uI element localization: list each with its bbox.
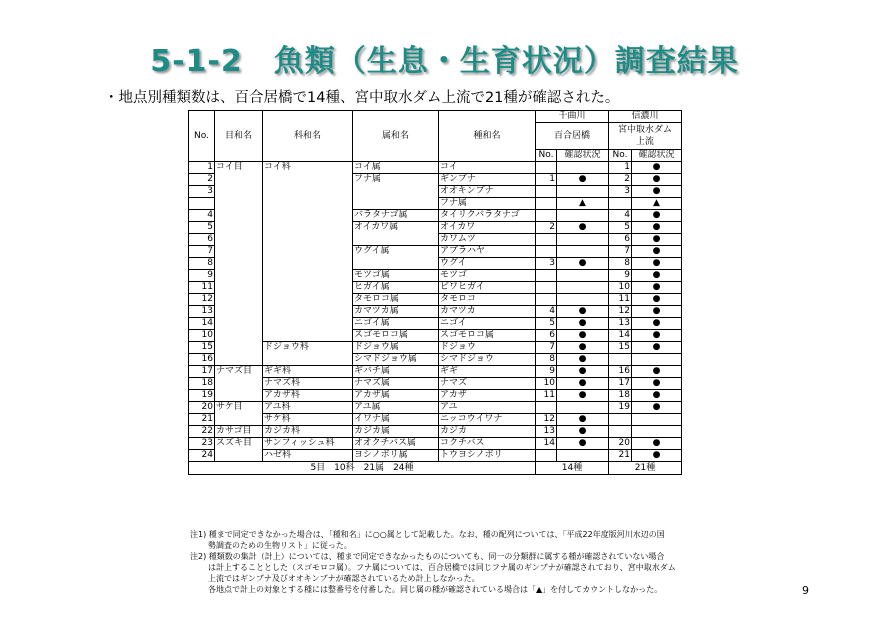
page-number: 9 [802, 584, 809, 597]
row-site1-status [557, 282, 609, 294]
row-family [263, 270, 353, 282]
row-site1-no [536, 234, 557, 246]
page-title: 5-1-2 魚類（生息・生育状況）調査結果 [150, 44, 739, 79]
row-genus: モツゴ属 [353, 270, 439, 282]
row-family: カジカ科 [263, 426, 353, 438]
row-family: ギギ科 [263, 366, 353, 378]
row-genus [353, 258, 439, 270]
table-row [189, 354, 682, 366]
row-site1-no: 10 [536, 378, 557, 390]
row-no: 18 [189, 378, 215, 390]
row-no: 8 [189, 258, 215, 270]
row-site2-status: ● [632, 246, 682, 258]
row-species: シマドジョウ [439, 354, 536, 366]
row-site1-status [557, 210, 609, 222]
row-site1-status: ● [557, 318, 609, 330]
row-order [215, 294, 263, 306]
table-row [189, 426, 682, 438]
row-family: アユ科 [263, 402, 353, 414]
row-genus: ギバチ属 [353, 366, 439, 378]
row-site1-no [536, 402, 557, 414]
row-family: サケ科 [263, 414, 353, 426]
row-site2-no: 1 [609, 162, 632, 174]
header-site2-no: No. [609, 150, 632, 162]
row-family [263, 186, 353, 198]
row-site2-status: ● [632, 438, 682, 450]
total-label: 5目 10科 21属 24種 [189, 462, 536, 475]
row-site2-status: ● [632, 162, 682, 174]
row-site2-no: 14 [609, 330, 632, 342]
row-genus: ドジョウ属 [353, 342, 439, 354]
row-site2-status: ● [632, 186, 682, 198]
row-species: ウグイ [439, 258, 536, 270]
row-no: 2 [189, 174, 215, 186]
fish-survey-table [188, 110, 682, 475]
row-site1-no [536, 246, 557, 258]
table-row [189, 222, 682, 234]
row-genus: ナマズ属 [353, 378, 439, 390]
row-site1-status: ● [557, 306, 609, 318]
table-row [189, 306, 682, 318]
row-species: アブラハヤ [439, 246, 536, 258]
row-site2-no: 10 [609, 282, 632, 294]
row-site1-no [536, 294, 557, 306]
row-site2-status: ● [632, 270, 682, 282]
row-species: ドジョウ [439, 342, 536, 354]
row-no: 20 [189, 402, 215, 414]
table-row [189, 390, 682, 402]
row-no [189, 198, 215, 210]
footnote-line: 勢調査のための生物リスト」に従った。 [208, 541, 352, 550]
row-order [215, 270, 263, 282]
row-site2-status: ● [632, 282, 682, 294]
row-site1-no [536, 186, 557, 198]
row-no: 22 [189, 426, 215, 438]
row-no: 5 [189, 222, 215, 234]
row-site1-no: 13 [536, 426, 557, 438]
row-site1-status: ● [557, 426, 609, 438]
footnote-line: 注1) 種まで同定できなかった場合は、「種和名」に○○属として記載した。なお、種の配列については、「平成22年度版河川水辺の国 [190, 530, 665, 539]
row-site1-no: 11 [536, 390, 557, 402]
row-site2-no: 12 [609, 306, 632, 318]
table-row [189, 402, 682, 414]
row-order [215, 210, 263, 222]
row-site2-no [609, 198, 632, 210]
row-site2-no: 2 [609, 174, 632, 186]
row-site2-status: ● [632, 306, 682, 318]
row-species: タモロコ [439, 294, 536, 306]
row-genus [353, 234, 439, 246]
row-no: 6 [189, 234, 215, 246]
row-family [263, 234, 353, 246]
row-family [263, 330, 353, 342]
row-site2-status: ● [632, 378, 682, 390]
table-row [189, 258, 682, 270]
row-site1-no [536, 198, 557, 210]
row-no: 13 [189, 306, 215, 318]
row-family [263, 210, 353, 222]
row-genus: イワナ属 [353, 414, 439, 426]
row-genus: フナ属 [353, 174, 439, 186]
row-site1-status: ● [557, 354, 609, 366]
table-row [189, 366, 682, 378]
row-species: オオキンブナ [439, 186, 536, 198]
row-family [263, 222, 353, 234]
row-species: カワムツ [439, 234, 536, 246]
footnote-line: 各地点で計上の対象とする種には整番号を付番した。同じ属の種が確認されている場合は「▲」を付してカウントしなかった。 [208, 585, 663, 594]
row-genus: バラタナゴ属 [353, 210, 439, 222]
table-row [189, 162, 682, 174]
row-site2-status: ● [632, 390, 682, 402]
row-site2-status [632, 426, 682, 438]
row-site1-status [557, 402, 609, 414]
row-no: 1 [189, 162, 215, 174]
header-river-chikuma: 千曲川 [536, 111, 609, 123]
row-genus: カマツカ属 [353, 306, 439, 318]
row-site2-no: 17 [609, 378, 632, 390]
row-species: トウヨシノボリ [439, 450, 536, 462]
row-order [215, 378, 263, 390]
row-site2-no [609, 354, 632, 366]
row-site1-no [536, 450, 557, 462]
row-genus: シマドジョウ属 [353, 354, 439, 366]
row-order [215, 450, 263, 462]
table-row [189, 198, 682, 210]
header-genus: 属和名 [353, 111, 439, 162]
row-genus: ウグイ属 [353, 246, 439, 258]
row-site1-status [557, 270, 609, 282]
summary-text: ・地点別種類数は、百合居橋で14種、宮中取水ダム上流で21種が確認された。 [104, 90, 620, 106]
row-site2-status: ● [632, 210, 682, 222]
row-family [263, 198, 353, 210]
header-species: 種和名 [439, 111, 536, 162]
row-no: 7 [189, 246, 215, 258]
row-site2-status: ▲ [632, 198, 682, 210]
row-no: 23 [189, 438, 215, 450]
header-site1-status: 確認状況 [557, 150, 609, 162]
row-site2-no [609, 414, 632, 426]
row-site2-no: 4 [609, 210, 632, 222]
row-site1-status: ● [557, 222, 609, 234]
table-row [189, 186, 682, 198]
table-row [189, 270, 682, 282]
header-order: 目和名 [215, 111, 263, 162]
footnote-line: 注2) 種類数の集計（計上）については、種まで同定できなかったものについても、同一の分類群に属する種が確認されていない場合 [190, 552, 665, 561]
row-site2-status: ● [632, 294, 682, 306]
row-genus: スゴモロコ属 [353, 330, 439, 342]
row-site2-status: ● [632, 402, 682, 414]
row-genus: ヒガイ属 [353, 282, 439, 294]
row-species: ニゴイ [439, 318, 536, 330]
header-site-miyanaka: 宮中取水ダム上流 [609, 123, 682, 150]
row-order [215, 186, 263, 198]
row-site2-status: ● [632, 258, 682, 270]
table-row [189, 450, 682, 462]
row-order [215, 258, 263, 270]
row-site2-status: ● [632, 234, 682, 246]
row-site1-status [557, 294, 609, 306]
row-order [215, 282, 263, 294]
table-body [189, 162, 682, 462]
row-site2-status: ● [632, 342, 682, 354]
row-site1-status [557, 246, 609, 258]
row-species: オイカワ [439, 222, 536, 234]
row-site1-status: ● [557, 414, 609, 426]
row-genus [353, 186, 439, 198]
row-site1-status: ▲ [557, 198, 609, 210]
row-species: フナ属 [439, 198, 536, 210]
row-genus: オオクチバス属 [353, 438, 439, 450]
row-family [263, 318, 353, 330]
row-site1-no: 1 [536, 174, 557, 186]
row-family [263, 306, 353, 318]
header-no: No. [189, 111, 215, 162]
row-species: タイリクバラタナゴ [439, 210, 536, 222]
row-order: コイ目 [215, 162, 263, 174]
row-site1-status: ● [557, 174, 609, 186]
row-order [215, 246, 263, 258]
row-site2-status: ● [632, 330, 682, 342]
row-species: カジカ [439, 426, 536, 438]
row-site1-no [536, 210, 557, 222]
row-site1-no: 14 [536, 438, 557, 450]
row-site2-no: 9 [609, 270, 632, 282]
table-row [189, 282, 682, 294]
row-site2-no: 18 [609, 390, 632, 402]
footnotes [190, 529, 710, 595]
row-species: コクチバス [439, 438, 536, 450]
row-order [215, 354, 263, 366]
row-site2-no: 8 [609, 258, 632, 270]
row-site2-no: 21 [609, 450, 632, 462]
row-site1-no [536, 162, 557, 174]
row-site1-no: 4 [536, 306, 557, 318]
row-order [215, 234, 263, 246]
row-site1-status [557, 186, 609, 198]
row-species: カマツカ [439, 306, 536, 318]
row-order [215, 198, 263, 210]
row-species: モツゴ [439, 270, 536, 282]
row-family: ドジョウ科 [263, 342, 353, 354]
footnote-line: 上流ではギンブナ及びオオキンブナが確認されているため計上しなかった。 [208, 574, 480, 583]
row-family: コイ科 [263, 162, 353, 174]
header-site-yuriibashi: 百合居橋 [536, 123, 609, 150]
row-family [263, 258, 353, 270]
row-site2-status [632, 414, 682, 426]
table-row [189, 246, 682, 258]
row-family [263, 294, 353, 306]
row-site1-status: ● [557, 342, 609, 354]
total-row [189, 462, 682, 475]
row-site1-status [557, 234, 609, 246]
row-site1-no: 7 [536, 342, 557, 354]
table-row [189, 378, 682, 390]
row-site2-no [609, 426, 632, 438]
row-genus [353, 198, 439, 210]
row-family [263, 174, 353, 186]
row-site1-no: 9 [536, 366, 557, 378]
row-no: 21 [189, 414, 215, 426]
table-row [189, 318, 682, 330]
row-order: カサゴ目 [215, 426, 263, 438]
row-no: 17 [189, 366, 215, 378]
row-site1-status: ● [557, 258, 609, 270]
row-no: 3 [189, 186, 215, 198]
row-site2-no: 11 [609, 294, 632, 306]
row-site2-no: 15 [609, 342, 632, 354]
row-site2-no: 19 [609, 402, 632, 414]
row-genus: ニゴイ属 [353, 318, 439, 330]
row-site2-no: 13 [609, 318, 632, 330]
row-site1-status [557, 450, 609, 462]
row-site2-no: 6 [609, 234, 632, 246]
row-site1-no [536, 270, 557, 282]
row-species: ビワヒガイ [439, 282, 536, 294]
row-site1-status: ● [557, 390, 609, 402]
row-genus: アカザ属 [353, 390, 439, 402]
row-site1-no: 2 [536, 222, 557, 234]
row-family [263, 246, 353, 258]
row-order [215, 174, 263, 186]
row-site2-no: 5 [609, 222, 632, 234]
row-site1-no: 8 [536, 354, 557, 366]
row-family: ハゼ科 [263, 450, 353, 462]
row-site2-no: 16 [609, 366, 632, 378]
row-genus: コイ属 [353, 162, 439, 174]
row-genus: アユ属 [353, 402, 439, 414]
row-order: ナマズ目 [215, 366, 263, 378]
table-row [189, 210, 682, 222]
row-order [215, 318, 263, 330]
total-site2: 21種 [609, 462, 682, 475]
row-site1-no: 3 [536, 258, 557, 270]
header-site2-status: 確認状況 [632, 150, 682, 162]
row-site1-no: 5 [536, 318, 557, 330]
row-no: 12 [189, 294, 215, 306]
row-species: ギギ [439, 366, 536, 378]
table-row [189, 234, 682, 246]
row-site2-status: ● [632, 222, 682, 234]
row-species: ギンブナ [439, 174, 536, 186]
row-order [215, 342, 263, 354]
row-order [215, 330, 263, 342]
row-site1-no: 6 [536, 330, 557, 342]
header-river-shinano: 信濃川 [609, 111, 682, 123]
row-site1-no: 12 [536, 414, 557, 426]
row-site1-status: ● [557, 378, 609, 390]
table-row [189, 174, 682, 186]
total-site1: 14種 [536, 462, 609, 475]
row-family: アカザ科 [263, 390, 353, 402]
row-no: 4 [189, 210, 215, 222]
row-order: サケ目 [215, 402, 263, 414]
row-site2-no: 7 [609, 246, 632, 258]
table-row [189, 294, 682, 306]
footnote-line: は計上することとした（スゴモロコ属）。フナ属については、百合居橋では同じフナ属のギンブナが確認されており、宮中取水ダム [208, 563, 676, 572]
row-site2-status: ● [632, 366, 682, 378]
header-site1-no: No. [536, 150, 557, 162]
row-no: 16 [189, 354, 215, 366]
row-no: 24 [189, 450, 215, 462]
row-no: 10 [189, 330, 215, 342]
row-no: 14 [189, 318, 215, 330]
row-site1-status: ● [557, 330, 609, 342]
row-site1-status: ● [557, 438, 609, 450]
row-site2-status: ● [632, 174, 682, 186]
row-species: ニッコウイワナ [439, 414, 536, 426]
row-site1-status: ● [557, 366, 609, 378]
row-no: 9 [189, 270, 215, 282]
row-site2-status: ● [632, 318, 682, 330]
row-species: スゴモロコ属 [439, 330, 536, 342]
table-row [189, 330, 682, 342]
table-row [189, 438, 682, 450]
row-order [215, 390, 263, 402]
row-no: 15 [189, 342, 215, 354]
row-genus: オイカワ属 [353, 222, 439, 234]
row-species: コイ [439, 162, 536, 174]
row-site2-status: ● [632, 450, 682, 462]
row-order [215, 306, 263, 318]
row-site2-status [632, 354, 682, 366]
row-family [263, 282, 353, 294]
row-site2-no: 20 [609, 438, 632, 450]
row-species: アカザ [439, 390, 536, 402]
row-no: 19 [189, 390, 215, 402]
row-site1-status [557, 162, 609, 174]
row-site1-no [536, 282, 557, 294]
row-order: スズキ目 [215, 438, 263, 450]
row-family: ナマズ科 [263, 378, 353, 390]
row-order [215, 222, 263, 234]
row-species: アユ [439, 402, 536, 414]
row-species: ナマズ [439, 378, 536, 390]
header-family: 科和名 [263, 111, 353, 162]
row-genus: ヨシノボリ属 [353, 450, 439, 462]
row-genus: カジカ属 [353, 426, 439, 438]
table-row [189, 414, 682, 426]
row-site2-no: 3 [609, 186, 632, 198]
row-genus: タモロコ属 [353, 294, 439, 306]
row-no: 11 [189, 282, 215, 294]
table-row [189, 342, 682, 354]
row-order [215, 414, 263, 426]
row-family: サンフィッシュ科 [263, 438, 353, 450]
row-family [263, 354, 353, 366]
